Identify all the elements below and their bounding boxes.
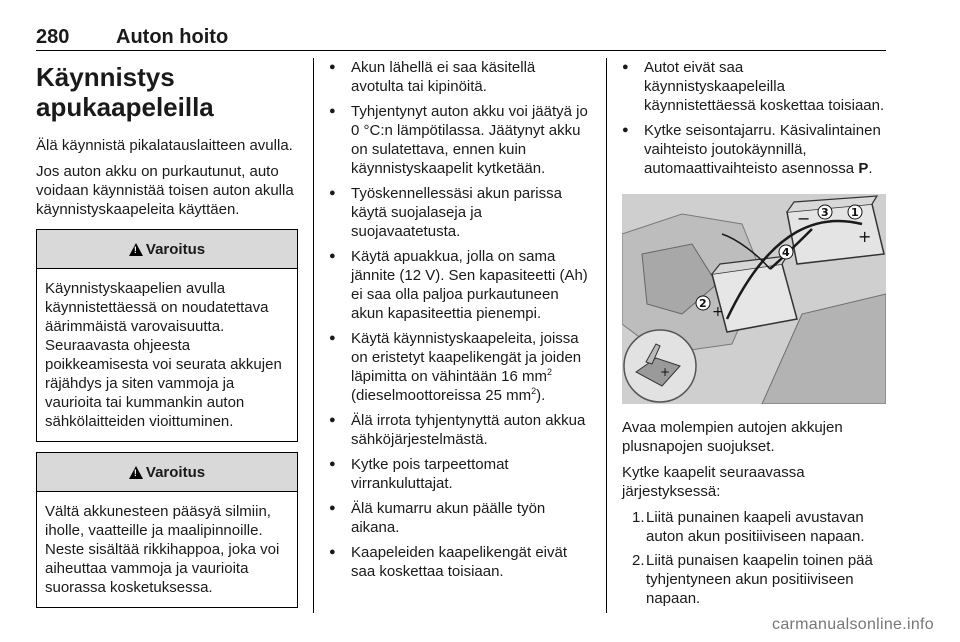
svg-text:+: + (660, 365, 671, 379)
callout-4: 4 (782, 246, 790, 259)
page-header (36, 24, 886, 54)
list-item (329, 329, 591, 405)
cable-text: Käytä käynnistyskaapeleita, joissa on eristetyt kaapelikengät ja joiden läpimitta on vähintään 16 mm (351, 330, 582, 385)
callout-2: 2 (699, 297, 707, 310)
column-divider-2 (606, 58, 607, 613)
column-2 (329, 58, 591, 587)
warning-header (37, 230, 297, 269)
column-divider-1 (313, 58, 314, 613)
list-item: ● Kytke pois tarpeettomat virrankuluttajat. (329, 455, 591, 493)
list-item: ● Käytä apuakkua, jolla on sama jännite (12 V). Sen kapasiteetti (Ah) ei saa olla paljoa purkautuneen akun kapasiteettia pienempi. (329, 247, 591, 323)
svg-text:−: − (797, 209, 811, 228)
brake-text-end: . (868, 160, 873, 177)
warning-box-2 (36, 452, 298, 608)
warning-triangle-icon: ! (129, 243, 143, 256)
page-number: 280 (36, 26, 70, 48)
list-item: ● Tyhjentynyt auton akku voi jäätyä jo 0 °C:n lämpötilassa. Jäätynyt akku on sulatettava, ennen kuin käynnistyskaapelit kytketään. (329, 102, 591, 178)
precaution-list (329, 58, 591, 581)
engine-bay-drawing (622, 194, 886, 404)
instruction-list (622, 58, 888, 178)
gear-position: P (858, 160, 869, 177)
list-item: ● Autot eivät saa käynnistyskaapeleilla käynnistettäessä koskettaa toisiaan. (622, 58, 888, 115)
callout-3: 3 (821, 206, 829, 219)
step-number: 2. (632, 552, 645, 569)
list-item: ● Älä kumarru akun päälle työn aikana. (329, 499, 591, 537)
list-item (622, 121, 888, 178)
cable-text-mid: (dieselmoottoreissa 25 mm (351, 387, 532, 404)
svg-text:+: + (712, 304, 724, 320)
intro-paragraph-2: Jos auton akku on purkautunut, auto voidaan käynnistää toisen auton akulla käynnistyskaapeleita käyttäen. (36, 163, 294, 218)
warning-text: Käynnistyskaapelien avulla käynnistettäessä on noudatettava äärimmäistä varovaisuutta. Seuraavasta ohjeesta poikkeamisesta voi seurata akkujen räjähdys ja siten vammoja ja vaurioita tai kummankin auton sähkölaitteiden vioittuminen. (45, 280, 282, 430)
callout-1: 1 (851, 206, 859, 219)
column-1 (36, 58, 298, 618)
step-text: Liitä punainen kaapeli avustavan auton akun positiiviseen napaan. (646, 509, 865, 545)
watermark: carmanualsonline.info (772, 616, 934, 633)
intro-paragraph-1: Älä käynnistä pikalatauslaitteen avulla. (36, 137, 293, 154)
instruction-paragraph-1: Avaa molempien autojen akkujen plusnapojen suojukset. (622, 419, 843, 455)
connection-steps (622, 508, 888, 608)
jump-start-illustration (622, 194, 886, 404)
superscript: 2 (546, 367, 552, 377)
list-item: ● Akun lähellä ei saa käsitellä avotulta tai kipinöitä. (329, 58, 591, 96)
list-item: ● Älä irrota tyhjentynyttä auton akkua sähköjärjestelmästä. (329, 411, 591, 449)
cable-text-end: ). (536, 387, 546, 404)
list-item: ● Työskennellessäsi akun parissa käytä suojalaseja ja suojavaatetusta. (329, 184, 591, 241)
step-number: 1. (632, 509, 645, 526)
heading-line-1: Käynnistys (36, 62, 175, 92)
instruction-paragraph-2: Kytke kaapelit seuraavassa järjestyksessä: (622, 464, 805, 500)
heading-line-2: apukaapeleilla (36, 92, 214, 122)
superscript: 2 (531, 386, 537, 396)
column-3 (622, 58, 888, 613)
warning-label: Varoitus (145, 463, 206, 481)
step-text: Liitä punaisen kaapelin toinen pää tyhjentyneen akun positiiviseen napaan. (646, 552, 873, 607)
warning-box-1 (36, 229, 298, 442)
svg-text:+: + (858, 227, 872, 246)
header-rule (36, 50, 886, 51)
step-item (622, 508, 888, 546)
warning-triangle-icon: ! (129, 466, 143, 479)
section-heading (36, 62, 298, 122)
warning-text: Vältä akkunesteen pääsyä silmiin, iholle, vaatteille ja maalipinnoille. Neste sisältää rikkihappoa, joka voi aiheuttaa vammoja ja vaurioita suorassa kosketuksessa. (45, 503, 280, 596)
brake-text: Kytke seisontajarru. Käsivalintainen vaihteisto joutokäynnillä, automaattivaihteisto asennossa (644, 122, 881, 177)
chapter-title: Auton hoito (116, 26, 229, 48)
warning-label: Varoitus (145, 240, 206, 258)
step-item (622, 551, 888, 608)
list-item: ● Kaapeleiden kaapelikengät eivät saa koskettaa toisiaan. (329, 543, 591, 581)
warning-header (37, 453, 297, 492)
